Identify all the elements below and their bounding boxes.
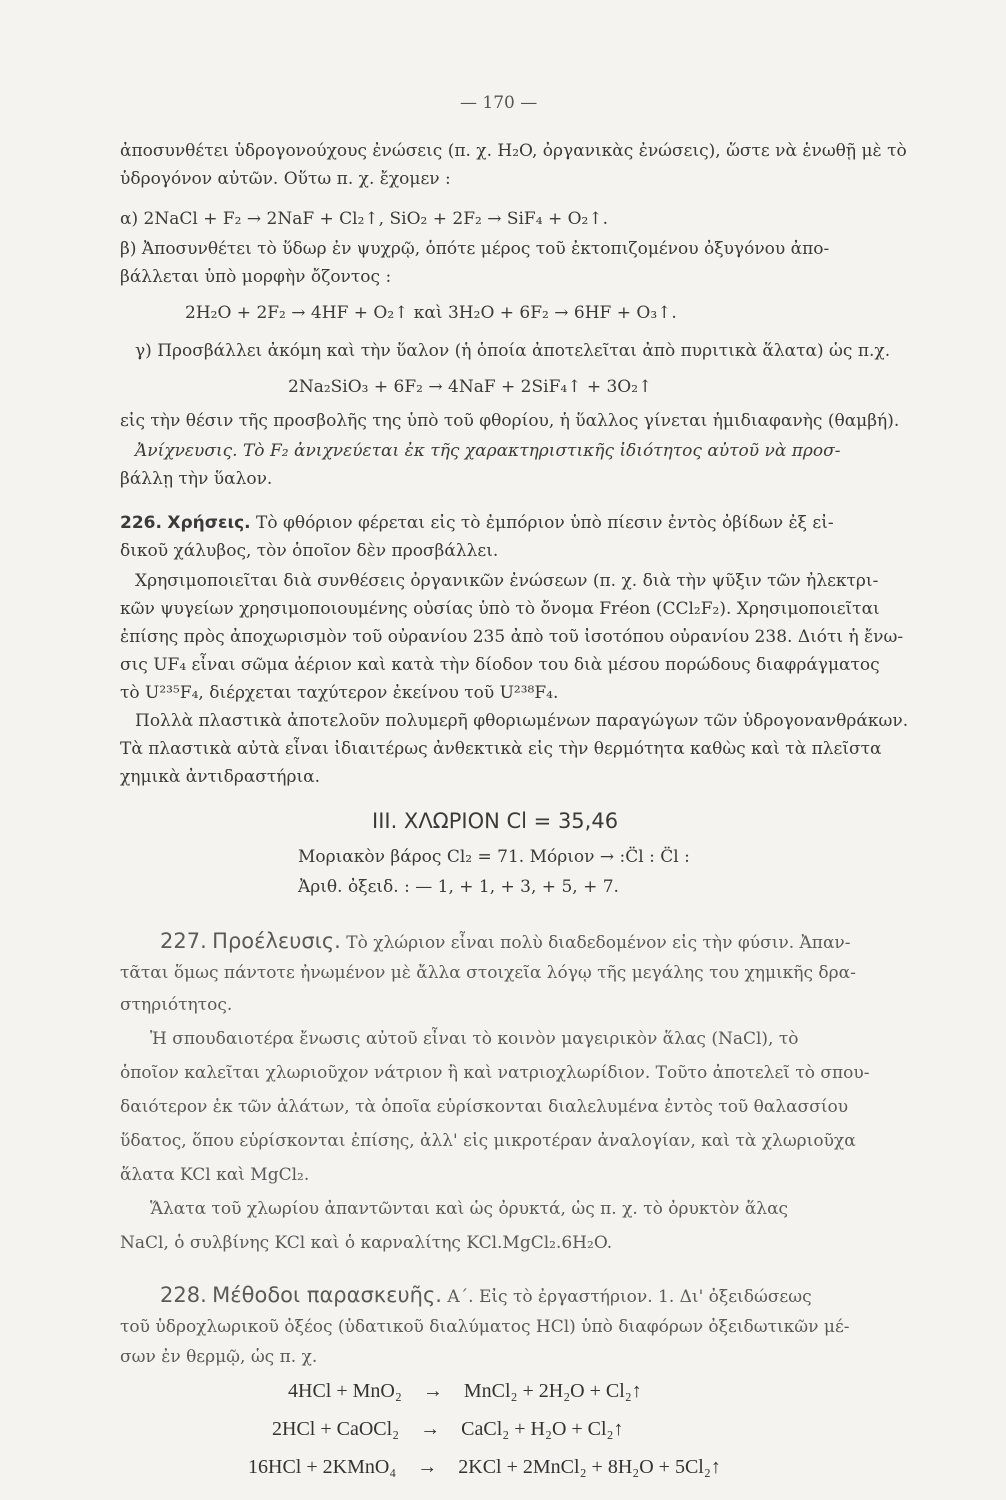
equation-left: 2HCl + CaOCl₂ bbox=[272, 1418, 400, 1440]
paragraph-line: τὸ U²³⁵F₄, διέρχεται ταχύτερον ἐκείνου τοῦ U²³⁸F₄. bbox=[120, 683, 559, 703]
section-number: 228. bbox=[160, 1283, 207, 1307]
paragraph-line: βάλλῃ τὴν ὕαλον. bbox=[120, 469, 273, 489]
page-number: — 170 — bbox=[460, 93, 538, 113]
paragraph-line: σις UF₄ εἶναι σῶμα ἀέριον καὶ κατὰ τὴν δίοδον του διὰ μέσου πορώδους διαφράγματος bbox=[120, 655, 880, 675]
section-title: Χρήσεις. bbox=[167, 513, 251, 533]
paragraph-line: NaCl, ὁ συλβίνης KCl καὶ ὁ καρναλίτης KCl.MgCl₂.6H₂O. bbox=[120, 1233, 613, 1253]
equation-left: 16HCl + 2KMnO₄ bbox=[248, 1456, 397, 1478]
paragraph-line: βάλλεται ὑπὸ μορφὴν ὄζοντος : bbox=[120, 267, 392, 287]
paragraph-line: ἀποσυνθέτει ὑδρογονούχους ἐνώσεις (π. χ. H₂O, ὀργανικὰς ἐνώσεις), ὥστε νὰ ἑνωθῇ μὲ τὸ bbox=[120, 141, 907, 161]
paragraph-line: τοῦ ὑδροχλωρικοῦ ὀξέος (ὑδατικοῦ διαλύματος HCl) ὑπὸ διαφόρων ὀξειδωτικῶν μέ- bbox=[120, 1317, 850, 1337]
chlorine-molar-mass: Μοριακὸν βάρος Cl₂ = 71. Μόριον → :C̈l : C̈l : bbox=[298, 847, 690, 867]
equation-right: MnCl₂ + 2H₂O + Cl₂↑ bbox=[463, 1380, 642, 1402]
paragraph-line: Χρησιμοποιεῖται διὰ συνθέσεις ὀργανικῶν ἐνώσεων (π. χ. διὰ τὴν ψῦξιν τῶν ἠλεκτρι- bbox=[135, 571, 879, 591]
equation-caocl2 bbox=[272, 1418, 624, 1440]
paragraph-line: σων ἐν θερμῷ, ὡς π. χ. bbox=[120, 1347, 318, 1367]
paragraph-line: Πολλὰ πλαστικὰ ἀποτελοῦν πολυμερῆ φθοριωμένων παραγώγων τῶν ὑδρογονανθράκων. bbox=[135, 711, 909, 731]
paragraph-line: δαιότερον ἐκ τῶν ἁλάτων, τὰ ὁποῖα εὑρίσκονται διαλελυμένα ἐντὸς τοῦ θαλασσίου bbox=[120, 1097, 849, 1117]
paragraph-line: ὕδατος, ὅπου εὑρίσκονται ἐπίσης, ἀλλ' εἰς μικροτέραν ἀναλογίαν, καὶ τὰ χλωριοῦχα bbox=[120, 1131, 856, 1151]
equation-gamma: 2Na₂SiO₃ + 6F₂ → 4NaF + 2SiF₄↑ + 3O₂↑ bbox=[288, 377, 653, 397]
equation-beta: 2H₂O + 2F₂ → 4HF + O₂↑ καὶ 3H₂O + 6F₂ → 6HF + O₃↑. bbox=[185, 303, 677, 323]
equation-kmno4 bbox=[248, 1456, 721, 1478]
paragraph-line: ἅλατα KCl καὶ MgCl₂. bbox=[120, 1165, 310, 1185]
section-226-heading bbox=[120, 512, 834, 534]
paragraph-line: εἰς τὴν θέσιν τῆς προσβολῆς της ὑπὸ τοῦ φθορίου, ἡ ὕαλλος γίνεται ἡμιδιαφανὴς (θαμβή). bbox=[120, 411, 900, 431]
paragraph-line: β) Ἀποσυνθέτει τὸ ὕδωρ ἐν ψυχρῷ, ὁπότε μέρος τοῦ ἐκτοπιζομένου ὀξυγόνου ἀπο- bbox=[120, 239, 830, 259]
paragraph-line: τᾶται ὅμως πάντοτε ἠνωμένον μὲ ἄλλα στοιχεῖα λόγῳ τῆς μεγάλης του χημικῆς δρα- bbox=[120, 963, 856, 983]
paragraph-line: δικοῦ χάλυβος, τὸν ὁποῖον δὲν προσβάλλει. bbox=[120, 541, 499, 561]
paragraph-line: Ἡ σπουδαιοτέρα ἔνωσις αὐτοῦ εἶναι τὸ κοινὸν μαγειρικὸν ἅλας (NaCl), τὸ bbox=[150, 1029, 799, 1049]
equation-alpha: α) 2NaCl + F₂ → 2NaF + Cl₂↑, SiO₂ + 2F₂ → SiF₄ + O₂↑. bbox=[120, 209, 608, 229]
section-text: Α΄. Εἰς τὸ ἐργαστήριον. 1. Δι' ὀξειδώσεως bbox=[447, 1287, 812, 1307]
paragraph-line: ὁποῖον καλεῖται χλωριοῦχον νάτριον ἢ καὶ νατριοχλωρίδιον. Τοῦτο ἀποτελεῖ τὸ σπου- bbox=[120, 1063, 870, 1083]
section-text: Τὸ φθόριον φέρεται εἰς τὸ ἐμπόριον ὑπὸ πίεσιν ἐντὸς ὀβίδων ἐξ εἰ- bbox=[256, 513, 834, 533]
section-228-heading bbox=[160, 1284, 812, 1308]
section-number: 227. bbox=[160, 929, 207, 953]
paragraph-line: Ἀνίχνευσις. Τὸ F₂ ἀνιχνεύεται ἐκ τῆς χαρακτηριστικῆς ἰδιότητος αὐτοῦ νὰ προσ- bbox=[135, 441, 841, 461]
section-title: Προέλευσις. bbox=[212, 929, 341, 953]
section-number: 226. bbox=[120, 513, 162, 533]
section-text: Τὸ χλώριον εἶναι πολὺ διαδεδομένον εἰς τὴν φύσιν. Ἀπαν- bbox=[346, 933, 851, 953]
paragraph-line: Ἅλατα τοῦ χλωρίου ἀπαντῶνται καὶ ὡς ὀρυκτά, ὡς π. χ. τὸ ὀρυκτὸν ἅλας bbox=[150, 1199, 789, 1219]
paragraph-line: ὑδρογόνον αὐτῶν. Οὕτω π. χ. ἔχομεν : bbox=[120, 169, 451, 189]
equation-left: 4HCl + MnO₂ bbox=[288, 1380, 402, 1402]
arrow-icon: → bbox=[422, 1380, 443, 1402]
paragraph-line: γ) Προσβάλλει ἀκόμη καὶ τὴν ὕαλον (ἡ ὁποία ἀποτελεῖται ἀπὸ πυριτικὰ ἅλατα) ὡς π.χ. bbox=[135, 341, 891, 361]
paragraph-line: ἐπίσης πρὸς ἀποχωρισμὸν τοῦ οὐρανίου 235 ἀπὸ τοῦ ἰσοτόπου οὐρανίου 238. Διότι ἡ ἔνω- bbox=[120, 627, 904, 647]
chlorine-heading: III. ΧΛΩΡΙΟΝ Cl = 35,46 bbox=[372, 809, 619, 833]
section-227-heading bbox=[160, 930, 851, 954]
equation-right: 2KCl + 2MnCl₂ + 8H₂O + 5Cl₂↑ bbox=[458, 1456, 721, 1478]
arrow-icon: → bbox=[420, 1418, 441, 1440]
equation-mno2 bbox=[288, 1380, 642, 1402]
section-title: Μέθοδοι παρασκευῆς. bbox=[212, 1283, 442, 1307]
arrow-icon: → bbox=[417, 1456, 438, 1478]
paragraph-line: Τὰ πλαστικὰ αὐτὰ εἶναι ἰδιαιτέρως ἀνθεκτικὰ εἰς τὴν θερμότητα καθὼς καὶ τὰ πλεῖστα bbox=[120, 739, 882, 759]
paragraph-line: χημικὰ ἀντιδραστήρια. bbox=[120, 767, 321, 787]
paragraph-line: στηριότητος. bbox=[120, 995, 233, 1015]
equation-right: CaCl₂ + H₂O + Cl₂↑ bbox=[461, 1418, 624, 1440]
paragraph-line: κῶν ψυγείων χρησιμοποιουμένης οὐσίας ὑπὸ τὸ ὄνομα Fréon (CCl₂F₂). Χρησιμοποιεῖται bbox=[120, 599, 880, 619]
chlorine-oxidation-states: Ἀριθ. ὀξειδ. : — 1, + 1, + 3, + 5, + 7. bbox=[298, 877, 619, 897]
